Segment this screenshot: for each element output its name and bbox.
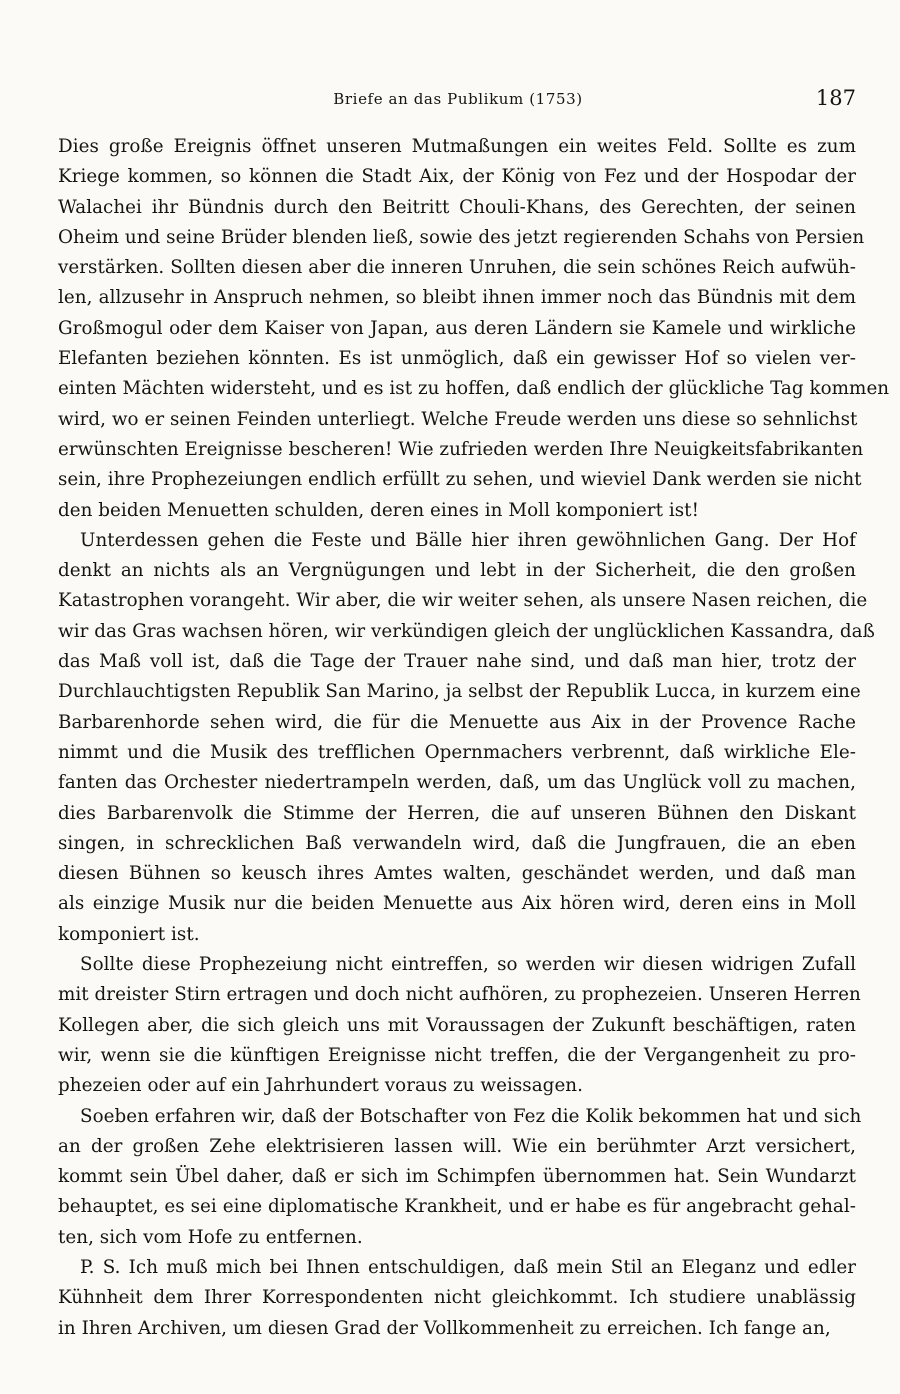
text-line: fanten das Orchester niedertrampeln werden, daß, um das Unglück voll zu machen, [58,772,856,794]
text-line: mit dreister Stirn ertragen und doch nicht aufhören, zu prophezeien. Unseren Herren [58,984,861,1006]
text-line: len, allzusehr in Anspruch nehmen, so bleibt ihnen immer noch das Bündnis mit dem [58,287,856,309]
text-line: Kriege kommen, so können die Stadt Aix, der König von Fez und der Hospodar der [58,166,856,188]
text-line: Oheim und seine Brüder blenden ließ, sowie des jetzt regierenden Schahs von Persien [58,226,865,248]
text-line: einten Mächten widersteht, und es ist zu hoffen, daß endlich der glückliche Tag kommen [58,378,890,400]
text-line: als einzige Musik nur die beiden Menuette aus Aix hören wird, deren eins in Moll [58,893,856,915]
paragraph [58,1253,856,1344]
text-line: wir, wenn sie die künftigen Ereignisse nicht treffen, die der Vergangenheit zu pro- [58,1044,856,1066]
text-line: Sollte diese Prophezeiung nicht eintreffen, so werden wir diesen widrigen Zufall [80,954,856,976]
text-line: Katastrophen vorangeht. Wir aber, die wir weiter sehen, als unsere Nasen reichen, die [58,590,868,612]
text-line: Walachei ihr Bündnis durch den Beitritt Chouli-Khans, des Gerechten, der seinen [58,196,856,218]
text-line: an der großen Zehe elektrisieren lassen will. Wie ein berühmter Arzt versichert, [58,1135,856,1157]
text-line: ten, sich vom Hofe zu entfernen. [58,1226,363,1248]
text-line: kommt sein Übel daher, daß er sich im Schimpfen übernommen hat. Sein Wundarzt [58,1166,856,1188]
text-line: Elefanten beziehen könnten. Es ist unmöglich, daß ein gewisser Hof so vielen ver- [58,348,856,370]
text-line: Kühnheit dem Ihrer Korrespondenten nicht gleichkommt. Ich studiere unablässig [58,1287,856,1309]
text-line: den beiden Menuetten schulden, deren eines in Moll komponiert ist! [58,499,699,521]
text-line: sein, ihre Prophezeiungen endlich erfüllt zu sehen, und wieviel Dank werden sie nicht [58,469,862,491]
running-head [60,86,856,116]
paragraph [58,132,890,526]
text-line: komponiert ist. [58,923,200,945]
text-line: nimmt und die Musik des trefflichen Opernmachers verbrennt, daß wirkliche Ele- [58,741,856,763]
running-title: Briefe an das Publikum (1753) [333,90,583,108]
text-line: phezeien oder auf ein Jahrhundert voraus zu weissagen. [58,1075,583,1097]
paragraph [58,950,861,1101]
paragraph [58,526,875,950]
text-line: Barbarenhorde sehen wird, die für die Menuette aus Aix in der Provence Rache [58,711,856,733]
text-line: erwünschten Ereignisse bescheren! Wie zufrieden werden Ihre Neuigkeitsfabrikanten [58,438,864,460]
text-line: diesen Bühnen so keusch ihres Amtes walten, geschändet werden, und daß man [58,863,856,885]
text-line: verstärken. Sollten diesen aber die inneren Unruhen, die sein schönes Reich aufwüh- [58,257,856,279]
text-line: dies Barbarenvolk die Stimme der Herren, die auf unseren Bühnen den Diskant [58,802,856,824]
paragraph [58,1102,862,1253]
page-number: 187 [815,86,856,110]
text-line: Großmogul oder dem Kaiser von Japan, aus deren Ländern sie Kamele und wirkliche [58,317,856,339]
body-text [58,132,890,1344]
text-line: wir das Gras wachsen hören, wir verkündigen gleich der unglücklichen Kassandra, daß [58,620,875,642]
text-line: Unterdessen gehen die Feste und Bälle hier ihren gewöhnlichen Gang. Der Hof [80,529,856,551]
text-line: behauptet, es sei eine diplomatische Krankheit, und er habe es für angebracht gehal- [58,1196,856,1218]
text-line: wird, wo er seinen Feinden unterliegt. Welche Freude werden uns diese so sehnlichst [58,408,858,430]
text-line: in Ihren Archiven, um diesen Grad der Vollkommenheit zu erreichen. Ich fange an, [58,1317,831,1339]
text-line: Dies große Ereignis öffnet unseren Mutmaßungen ein weites Feld. Sollte es zum [58,136,856,157]
text-line: das Maß voll ist, daß die Tage der Trauer nahe sind, und daß man hier, trotz der [58,651,856,673]
text-line: Durchlauchtigsten Republik San Marino, ja selbst der Republik Lucca, in kurzem eine [58,681,861,703]
text-line: Kollegen aber, die sich gleich uns mit Voraussagen der Zukunft beschäftigen, raten [58,1014,856,1036]
text-line: denkt an nichts als an Vergnügungen und lebt in der Sicherheit, die den großen [58,560,856,582]
text-line: P. S. Ich muß mich bei Ihnen entschuldigen, daß mein Stil an Eleganz und edler [80,1256,856,1278]
text-line: Soeben erfahren wir, daß der Botschafter von Fez die Kolik bekommen hat und sich [80,1105,862,1127]
text-line: singen, in schrecklichen Baß verwandeln wird, daß die Jungfrauen, die an eben [58,832,856,854]
